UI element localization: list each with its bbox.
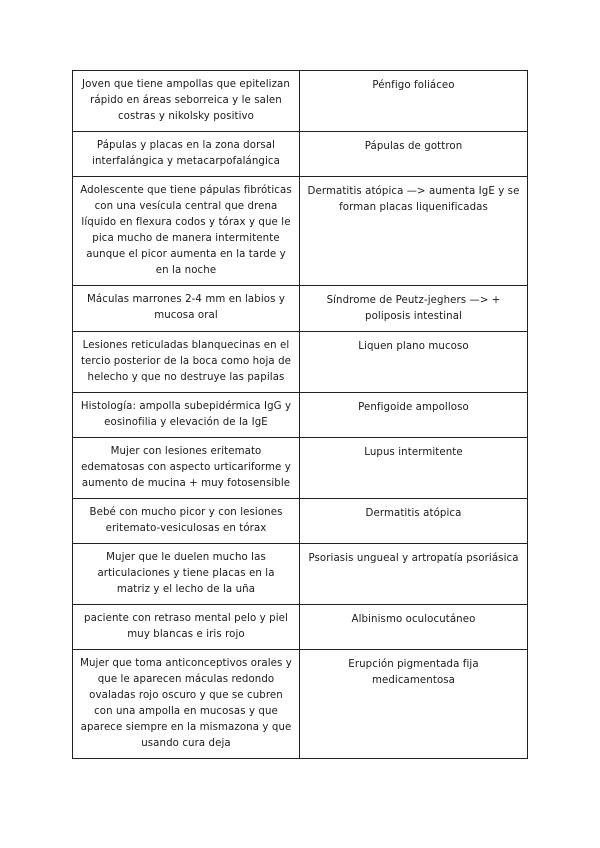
answer-cell: Síndrome de Peutz-jeghers —> + poliposis intestinal [300, 286, 528, 332]
question-cell: Lesiones reticuladas blanquecinas en el tercio posterior de la boca como hoja de helecho y que no destruye las papilas [73, 332, 300, 393]
answer-cell: Dermatitis atópica —> aumenta IgE y se forman placas liquenificadas [300, 177, 528, 286]
table-row [73, 499, 528, 544]
table-row [73, 650, 528, 759]
table-row [73, 438, 528, 499]
table-row [73, 132, 528, 177]
answer-cell: Penfigoide ampolloso [300, 393, 528, 438]
question-cell: Bebé con mucho picor y con lesiones eritemato-vesiculosas en tórax [73, 499, 300, 544]
table-row [73, 71, 528, 132]
answer-cell: Lupus intermitente [300, 438, 528, 499]
table-row [73, 286, 528, 332]
question-cell: Pápulas y placas en la zona dorsal interfalángica y metacarpofalángica [73, 132, 300, 177]
answer-cell: Albinismo oculocutáneo [300, 605, 528, 650]
table-row [73, 605, 528, 650]
table-row [73, 544, 528, 605]
answer-cell: Psoriasis ungueal y artropatía psoriásica [300, 544, 528, 605]
question-cell: paciente con retraso mental pelo y piel muy blancas e iris rojo [73, 605, 300, 650]
flashcard-table [72, 70, 528, 759]
answer-cell: Pénfigo foliáceo [300, 71, 528, 132]
table-row [73, 177, 528, 286]
question-cell: Joven que tiene ampollas que epitelizan rápido en áreas seborreica y le salen costras y nikolsky positivo [73, 71, 300, 132]
answer-cell: Dermatitis atópica [300, 499, 528, 544]
answer-cell: Liquen plano mucoso [300, 332, 528, 393]
question-cell: Mujer que toma anticonceptivos orales y que le aparecen máculas redondo ovaladas rojo oscuro y que se cubren con una ampolla en mucosas y que aparece siempre en la mismazona y que usando cura deja [73, 650, 300, 759]
question-cell: Histología: ampolla subepidérmica IgG y eosinofilia y elevación de la IgE [73, 393, 300, 438]
answer-cell: Erupción pigmentada fija medicamentosa [300, 650, 528, 759]
table-row [73, 332, 528, 393]
table-row [73, 393, 528, 438]
question-cell: Máculas marrones 2-4 mm en labios y mucosa oral [73, 286, 300, 332]
question-cell: Mujer que le duelen mucho las articulaciones y tiene placas en la matriz y el lecho de la uña [73, 544, 300, 605]
answer-cell: Pápulas de gottron [300, 132, 528, 177]
question-cell: Adolescente que tiene pápulas fibróticas con una vesícula central que drena líquido en flexura codos y tórax y que le pica mucho de manera intermitente aunque el picor aumenta en la tarde y en la noche [73, 177, 300, 286]
question-cell: Mujer con lesiones eritemato edematosas con aspecto urticariforme y aumento de mucina + muy fotosensible [73, 438, 300, 499]
